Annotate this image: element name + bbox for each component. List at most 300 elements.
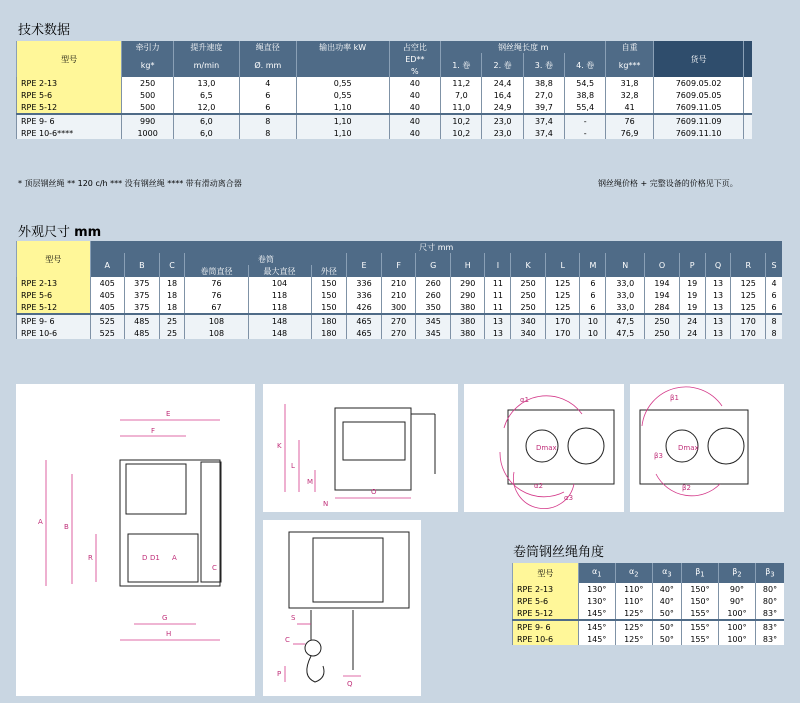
tech-unit-4 bbox=[296, 53, 389, 77]
dims-cell: 8 bbox=[766, 314, 782, 327]
dims-letter: N bbox=[606, 253, 645, 277]
tech-cell-model: RPE 10-6**** bbox=[17, 127, 122, 139]
angles-cell-model: RPE 5-6 bbox=[513, 595, 579, 607]
angles-cell: 83° bbox=[755, 620, 784, 633]
tech-layer-4: 4. 卷 bbox=[565, 53, 606, 77]
alpha-label-3: α3 bbox=[564, 494, 574, 502]
angles-table bbox=[512, 563, 784, 645]
dims-cell: 11 bbox=[485, 289, 511, 301]
tech-cell: 1000 bbox=[122, 127, 174, 139]
front-label-d1: D1 bbox=[150, 554, 160, 562]
tech-row bbox=[17, 127, 753, 139]
tech-cell: 6,0 bbox=[173, 114, 239, 127]
dims-cell: 260 bbox=[416, 289, 451, 301]
dims-cell: 345 bbox=[416, 327, 451, 339]
angles-cell: 145° bbox=[578, 633, 615, 645]
tech-layer-2: 2. 卷 bbox=[482, 53, 523, 77]
tech-cell: 24,4 bbox=[482, 77, 523, 89]
angles-header: $\alpha_3$ bbox=[652, 563, 681, 583]
tech-header-rope-length: 钢丝绳长度 m bbox=[441, 41, 606, 53]
angles-cell: 90° bbox=[718, 583, 755, 595]
angles-header: $\beta_2$ bbox=[718, 563, 755, 583]
dims-cell: 76 bbox=[185, 277, 248, 289]
tech-cell: 37,4 bbox=[523, 127, 564, 139]
dims-cell: 10 bbox=[580, 327, 606, 339]
tech-row bbox=[17, 101, 753, 114]
tech-cell: 11,2 bbox=[441, 77, 482, 89]
tech-row bbox=[17, 114, 753, 127]
front-view-svg bbox=[16, 384, 255, 696]
dims-cell: 47,5 bbox=[606, 327, 645, 339]
tech-cell: 23,0 bbox=[482, 127, 523, 139]
tech-cell: 13,0 bbox=[173, 77, 239, 89]
tech-cell-extra bbox=[744, 89, 752, 101]
angles-row bbox=[513, 620, 785, 633]
dims-cell: 13 bbox=[705, 301, 731, 314]
tech-cell: 7609.11.05 bbox=[653, 101, 743, 114]
angles-header: $\alpha_2$ bbox=[615, 563, 652, 583]
dims-cell: 290 bbox=[450, 277, 485, 289]
dims-cell: 465 bbox=[347, 314, 382, 327]
dims-cell: 125 bbox=[731, 301, 766, 314]
dims-cell: 24 bbox=[679, 327, 705, 339]
dims-cell: 250 bbox=[645, 327, 680, 339]
angles-cell: 50° bbox=[652, 633, 681, 645]
dims-cell: 270 bbox=[381, 327, 416, 339]
angles-row bbox=[513, 633, 785, 645]
tech-cell: 37,4 bbox=[523, 114, 564, 127]
tech-cell: 7609.05.05 bbox=[653, 89, 743, 101]
dims-cell: 19 bbox=[679, 277, 705, 289]
tech-unit-2: m/min bbox=[173, 53, 239, 77]
tech-cell: - bbox=[565, 114, 606, 127]
tech-cell: 12,0 bbox=[173, 101, 239, 114]
dims-letter: P bbox=[679, 253, 705, 277]
angles-cell: 83° bbox=[755, 633, 784, 645]
dims-cell: 375 bbox=[125, 289, 160, 301]
dims-cell: 10 bbox=[580, 314, 606, 327]
tech-cell: 76,9 bbox=[606, 127, 654, 139]
dims-letter: B bbox=[125, 253, 160, 277]
gear-housing bbox=[201, 462, 221, 582]
tech-cell: 27,0 bbox=[523, 89, 564, 101]
angles-cell: 100° bbox=[718, 607, 755, 620]
dims-cell: 24 bbox=[679, 314, 705, 327]
dims-header-size: 尺寸 mm bbox=[90, 241, 782, 253]
tech-cell: 41 bbox=[606, 101, 654, 114]
tech-cell: 7,0 bbox=[441, 89, 482, 101]
tech-row bbox=[17, 77, 753, 89]
hook-drawing bbox=[263, 520, 421, 696]
dims-cell: 6 bbox=[766, 301, 782, 314]
angles-cell: 130° bbox=[578, 595, 615, 607]
tech-cell: 0,55 bbox=[296, 89, 389, 101]
dims-cell: 170 bbox=[545, 314, 580, 327]
winch-frame bbox=[120, 460, 220, 586]
side-label-l: L bbox=[291, 462, 295, 470]
front-label-b: B bbox=[64, 523, 69, 531]
angles-header-model: 型号 bbox=[513, 563, 579, 583]
tech-header-1: 牵引力 bbox=[122, 41, 174, 53]
angles-cell: 40° bbox=[652, 595, 681, 607]
dims-cell: 380 bbox=[450, 327, 485, 339]
dims-cell: 125 bbox=[545, 277, 580, 289]
tech-cell: 1,10 bbox=[296, 101, 389, 114]
angles-cell: 145° bbox=[578, 620, 615, 633]
dims-cell: 33,0 bbox=[606, 277, 645, 289]
angles-cell: 40° bbox=[652, 583, 681, 595]
dims-drum-sub-2: 最大直径 bbox=[248, 265, 311, 277]
angles-cell-model: RPE 2-13 bbox=[513, 583, 579, 595]
dims-cell: 375 bbox=[125, 277, 160, 289]
dims-cell: 67 bbox=[185, 301, 248, 314]
tech-cell: 40 bbox=[389, 89, 441, 101]
tech-cell-model: RPE 5-12 bbox=[17, 101, 122, 114]
dims-cell: 6 bbox=[766, 289, 782, 301]
tech-unit-1: kg* bbox=[122, 53, 174, 77]
dims-cell: 375 bbox=[125, 301, 160, 314]
dims-cell: 250 bbox=[511, 301, 546, 314]
tech-unit-3: Ø. mm bbox=[239, 53, 296, 77]
angles-cell-model: RPE 5-12 bbox=[513, 607, 579, 620]
tech-cell: 6,0 bbox=[173, 127, 239, 139]
tech-cell: 24,9 bbox=[482, 101, 523, 114]
dims-title bbox=[18, 221, 101, 240]
front-label-e: E bbox=[166, 410, 171, 418]
angles-header: $\alpha_1$ bbox=[578, 563, 615, 583]
tech-unit-weight: kg*** bbox=[606, 53, 654, 77]
dims-cell: 4 bbox=[766, 277, 782, 289]
tech-cell-model: RPE 2-13 bbox=[17, 77, 122, 89]
dims-cell: 170 bbox=[731, 314, 766, 327]
dims-cell: 150 bbox=[311, 289, 347, 301]
dims-letter: S bbox=[766, 253, 782, 277]
dims-cell: 336 bbox=[347, 289, 382, 301]
side-label-k: K bbox=[277, 442, 282, 450]
tech-cell: 54,5 bbox=[565, 77, 606, 89]
alpha-angle-svg bbox=[464, 384, 624, 512]
tech-footnote-right: 钢丝绳价格 + 完整设备的价格见下页。 bbox=[598, 179, 738, 188]
angles-cell: 50° bbox=[652, 607, 681, 620]
tech-cell: 6 bbox=[239, 101, 296, 114]
dims-letter: A bbox=[90, 253, 125, 277]
dims-cell: 18 bbox=[159, 289, 185, 301]
dims-cell: 260 bbox=[416, 277, 451, 289]
hook-label-s: S bbox=[291, 614, 296, 622]
dims-cell: 485 bbox=[125, 314, 160, 327]
dims-cell: 210 bbox=[381, 277, 416, 289]
tech-cell: 7609.11.09 bbox=[653, 114, 743, 127]
beta-label-2: β2 bbox=[682, 484, 691, 492]
dims-cell: 13 bbox=[705, 289, 731, 301]
dims-cell: 8 bbox=[766, 327, 782, 339]
tech-cell: 40 bbox=[389, 101, 441, 114]
tech-cell: 55,4 bbox=[565, 101, 606, 114]
tech-cell: 6,5 bbox=[173, 89, 239, 101]
dims-cell: 148 bbox=[248, 327, 311, 339]
dims-cell: 525 bbox=[90, 314, 125, 327]
alpha-label-1: α1 bbox=[520, 396, 530, 404]
dims-letter: R bbox=[731, 253, 766, 277]
hook-label-p: P bbox=[277, 670, 282, 678]
tech-title: 技术数据 bbox=[18, 23, 71, 38]
dims-cell: 380 bbox=[450, 314, 485, 327]
dims-cell: 194 bbox=[645, 277, 680, 289]
dims-cell: 108 bbox=[185, 314, 248, 327]
dims-cell: 148 bbox=[248, 314, 311, 327]
dims-letter: G bbox=[416, 253, 451, 277]
side-label-o: O bbox=[371, 488, 377, 496]
front-label-r: R bbox=[88, 554, 93, 562]
dims-cell: 13 bbox=[485, 327, 511, 339]
dims-cell: 19 bbox=[679, 289, 705, 301]
tech-cell: 31,8 bbox=[606, 77, 654, 89]
dims-cell: 150 bbox=[311, 301, 347, 314]
angles-cell: 145° bbox=[578, 607, 615, 620]
tech-header-4: 输出功率 kW bbox=[296, 41, 389, 53]
dims-letter: O bbox=[645, 253, 680, 277]
angles-cell: 110° bbox=[615, 583, 652, 595]
tech-cell: 23,0 bbox=[482, 114, 523, 127]
dims-cell: 13 bbox=[705, 314, 731, 327]
dims-cell: 150 bbox=[311, 277, 347, 289]
tech-cell: 4 bbox=[239, 77, 296, 89]
tech-cell: 8 bbox=[239, 127, 296, 139]
tech-cell: 500 bbox=[122, 101, 174, 114]
dims-cell: 405 bbox=[90, 277, 125, 289]
dims-cell: 194 bbox=[645, 289, 680, 301]
dims-drum-sub-1: 卷筒直径 bbox=[185, 265, 248, 277]
angles-row bbox=[513, 595, 785, 607]
tech-cell-extra bbox=[744, 114, 752, 127]
dims-cell-model: RPE 5-6 bbox=[17, 289, 91, 301]
dims-cell: 300 bbox=[381, 301, 416, 314]
angles-cell: 150° bbox=[681, 583, 718, 595]
angles-cell: 50° bbox=[652, 620, 681, 633]
dims-cell: 525 bbox=[90, 327, 125, 339]
dims-letter: F bbox=[381, 253, 416, 277]
tech-cell: 39,7 bbox=[523, 101, 564, 114]
tech-header-3: 绳直径 bbox=[239, 41, 296, 53]
dims-row bbox=[17, 277, 783, 289]
side-view-svg bbox=[263, 384, 458, 512]
angles-cell: 80° bbox=[755, 595, 784, 607]
dims-cell: 340 bbox=[511, 314, 546, 327]
alpha-label-dmax: Dmax bbox=[536, 444, 557, 452]
alpha-label-2: α2 bbox=[534, 482, 544, 490]
angles-cell: 125° bbox=[615, 620, 652, 633]
dims-title-unit: mm bbox=[74, 225, 102, 240]
dims-cell: 345 bbox=[416, 314, 451, 327]
front-view-drawing bbox=[16, 384, 255, 696]
dims-cell: 33,0 bbox=[606, 301, 645, 314]
dims-cell: 19 bbox=[679, 301, 705, 314]
dims-cell: 118 bbox=[248, 301, 311, 314]
tech-cell: 32,8 bbox=[606, 89, 654, 101]
angles-title: 卷筒钢丝绳角度 bbox=[513, 545, 605, 560]
motor-body bbox=[126, 464, 186, 514]
tech-cell-extra bbox=[744, 77, 752, 89]
angles-cell-model: RPE 10-6 bbox=[513, 633, 579, 645]
tech-cell: 500 bbox=[122, 89, 174, 101]
dims-letter: L bbox=[545, 253, 580, 277]
dims-cell: 108 bbox=[185, 327, 248, 339]
angles-cell: 125° bbox=[615, 633, 652, 645]
dims-header-model: 型号 bbox=[17, 241, 91, 277]
angles-cell: 125° bbox=[615, 607, 652, 620]
dims-row bbox=[17, 301, 783, 314]
dims-cell: 6 bbox=[580, 289, 606, 301]
tech-cell: - bbox=[565, 127, 606, 139]
dims-table bbox=[16, 241, 782, 339]
dims-cell: 6 bbox=[580, 301, 606, 314]
tech-cell: 0,55 bbox=[296, 77, 389, 89]
tech-cell: 11,0 bbox=[441, 101, 482, 114]
tech-cell-model: RPE 9- 6 bbox=[17, 114, 122, 127]
tech-cell: 16,4 bbox=[482, 89, 523, 101]
dims-cell: 340 bbox=[511, 327, 546, 339]
tech-table bbox=[16, 41, 752, 139]
dims-row bbox=[17, 314, 783, 327]
angles-cell: 100° bbox=[718, 620, 755, 633]
tech-header-extra bbox=[744, 41, 752, 77]
dims-letter: Q bbox=[705, 253, 731, 277]
tech-row bbox=[17, 89, 753, 101]
angles-cell: 80° bbox=[755, 583, 784, 595]
tech-cell: 1,10 bbox=[296, 127, 389, 139]
side-view-drawing bbox=[263, 384, 458, 512]
dims-drum-sub-3: 外径 bbox=[311, 265, 347, 277]
dims-cell: 290 bbox=[450, 289, 485, 301]
dims-letter: H bbox=[450, 253, 485, 277]
front-label-g: G bbox=[162, 614, 168, 622]
dims-cell: 426 bbox=[347, 301, 382, 314]
front-label-d: D bbox=[142, 554, 148, 562]
tech-header-2: 提升速度 bbox=[173, 41, 239, 53]
tech-unit-duty: % bbox=[389, 65, 441, 77]
dims-cell: 380 bbox=[450, 301, 485, 314]
dims-cell: 210 bbox=[381, 289, 416, 301]
hook-svg bbox=[263, 520, 421, 696]
alpha-angle-drawing bbox=[464, 384, 624, 512]
dims-cell: 125 bbox=[545, 301, 580, 314]
tech-cell: 250 bbox=[122, 77, 174, 89]
dims-cell-model: RPE 2-13 bbox=[17, 277, 91, 289]
angles-row bbox=[513, 607, 785, 620]
angles-cell: 130° bbox=[578, 583, 615, 595]
tech-cell: 10,2 bbox=[441, 127, 482, 139]
dims-cell: 180 bbox=[311, 314, 347, 327]
tech-cell: 76 bbox=[606, 114, 654, 127]
dims-cell: 170 bbox=[545, 327, 580, 339]
dims-cell: 125 bbox=[731, 289, 766, 301]
angles-header: $\beta_1$ bbox=[681, 563, 718, 583]
dims-letter: C bbox=[159, 253, 185, 277]
dims-cell: 118 bbox=[248, 289, 311, 301]
dims-cell: 125 bbox=[731, 277, 766, 289]
beta-angle-drawing bbox=[630, 384, 784, 512]
angles-cell: 83° bbox=[755, 607, 784, 620]
tech-cell: 40 bbox=[389, 77, 441, 89]
tech-header-5: 占空比 bbox=[389, 41, 441, 53]
tech-footnote-left: * 顶层钢丝绳 ** 120 c/h *** 没有钢丝绳 **** 带有滑动离合器 bbox=[18, 179, 242, 188]
dims-title-cn: 外观尺寸 bbox=[18, 225, 75, 240]
dims-cell: 336 bbox=[347, 277, 382, 289]
drum-body bbox=[128, 534, 198, 582]
tech-header-part-no: 货号 bbox=[653, 41, 743, 77]
tech-cell: 40 bbox=[389, 114, 441, 127]
front-label-a2: A bbox=[172, 554, 177, 562]
angles-cell: 110° bbox=[615, 595, 652, 607]
dims-cell: 13 bbox=[705, 327, 731, 339]
dims-cell: 13 bbox=[485, 314, 511, 327]
tech-unit-5: ED** bbox=[389, 53, 441, 65]
hook-label-q: Q bbox=[347, 680, 353, 688]
dims-cell: 284 bbox=[645, 301, 680, 314]
angles-cell: 155° bbox=[681, 620, 718, 633]
dims-cell: 270 bbox=[381, 314, 416, 327]
dims-letter: K bbox=[511, 253, 546, 277]
dims-cell: 25 bbox=[159, 314, 185, 327]
beta-angle-svg bbox=[630, 384, 784, 512]
dims-cell: 405 bbox=[90, 289, 125, 301]
tech-cell: 7609.11.10 bbox=[653, 127, 743, 139]
beta-label-3: β3 bbox=[654, 452, 663, 460]
side-label-m: M bbox=[307, 478, 314, 486]
tech-header-model: 型号 bbox=[17, 41, 122, 77]
dims-cell: 125 bbox=[545, 289, 580, 301]
tech-cell: 8 bbox=[239, 114, 296, 127]
dims-cell: 350 bbox=[416, 301, 451, 314]
hook-label-c: C bbox=[285, 636, 290, 644]
dims-cell: 170 bbox=[731, 327, 766, 339]
angles-cell: 100° bbox=[718, 633, 755, 645]
tech-layer-1: 1. 卷 bbox=[441, 53, 482, 77]
dims-cell: 13 bbox=[705, 277, 731, 289]
angles-row bbox=[513, 583, 785, 595]
angles-cell-model: RPE 9- 6 bbox=[513, 620, 579, 633]
beta-label-1: β1 bbox=[670, 394, 679, 402]
angles-cell: 150° bbox=[681, 595, 718, 607]
tech-cell: 1,10 bbox=[296, 114, 389, 127]
dims-cell: 18 bbox=[159, 301, 185, 314]
tech-layer-3: 3. 卷 bbox=[523, 53, 564, 77]
dims-letter: E bbox=[347, 253, 382, 277]
dims-cell: 485 bbox=[125, 327, 160, 339]
tech-cell: 40 bbox=[389, 127, 441, 139]
tech-cell: 38,8 bbox=[523, 77, 564, 89]
dims-cell: 104 bbox=[248, 277, 311, 289]
dims-header-drum: 卷筒 bbox=[185, 253, 347, 265]
dims-cell: 76 bbox=[185, 289, 248, 301]
tech-cell: 6 bbox=[239, 89, 296, 101]
tech-cell: 38,8 bbox=[565, 89, 606, 101]
dims-cell-model: RPE 9- 6 bbox=[17, 314, 91, 327]
angles-header: $\beta_3$ bbox=[755, 563, 784, 583]
dims-letter: I bbox=[485, 253, 511, 277]
tech-cell: 990 bbox=[122, 114, 174, 127]
tech-cell: 10,2 bbox=[441, 114, 482, 127]
dims-cell: 11 bbox=[485, 301, 511, 314]
dims-cell: 47,5 bbox=[606, 314, 645, 327]
dims-cell: 250 bbox=[645, 314, 680, 327]
angles-cell: 90° bbox=[718, 595, 755, 607]
dims-cell: 33,0 bbox=[606, 289, 645, 301]
dims-cell: 11 bbox=[485, 277, 511, 289]
beta-label-dmax: Dmax bbox=[678, 444, 699, 452]
dims-letter: M bbox=[580, 253, 606, 277]
side-label-n: N bbox=[323, 500, 329, 508]
